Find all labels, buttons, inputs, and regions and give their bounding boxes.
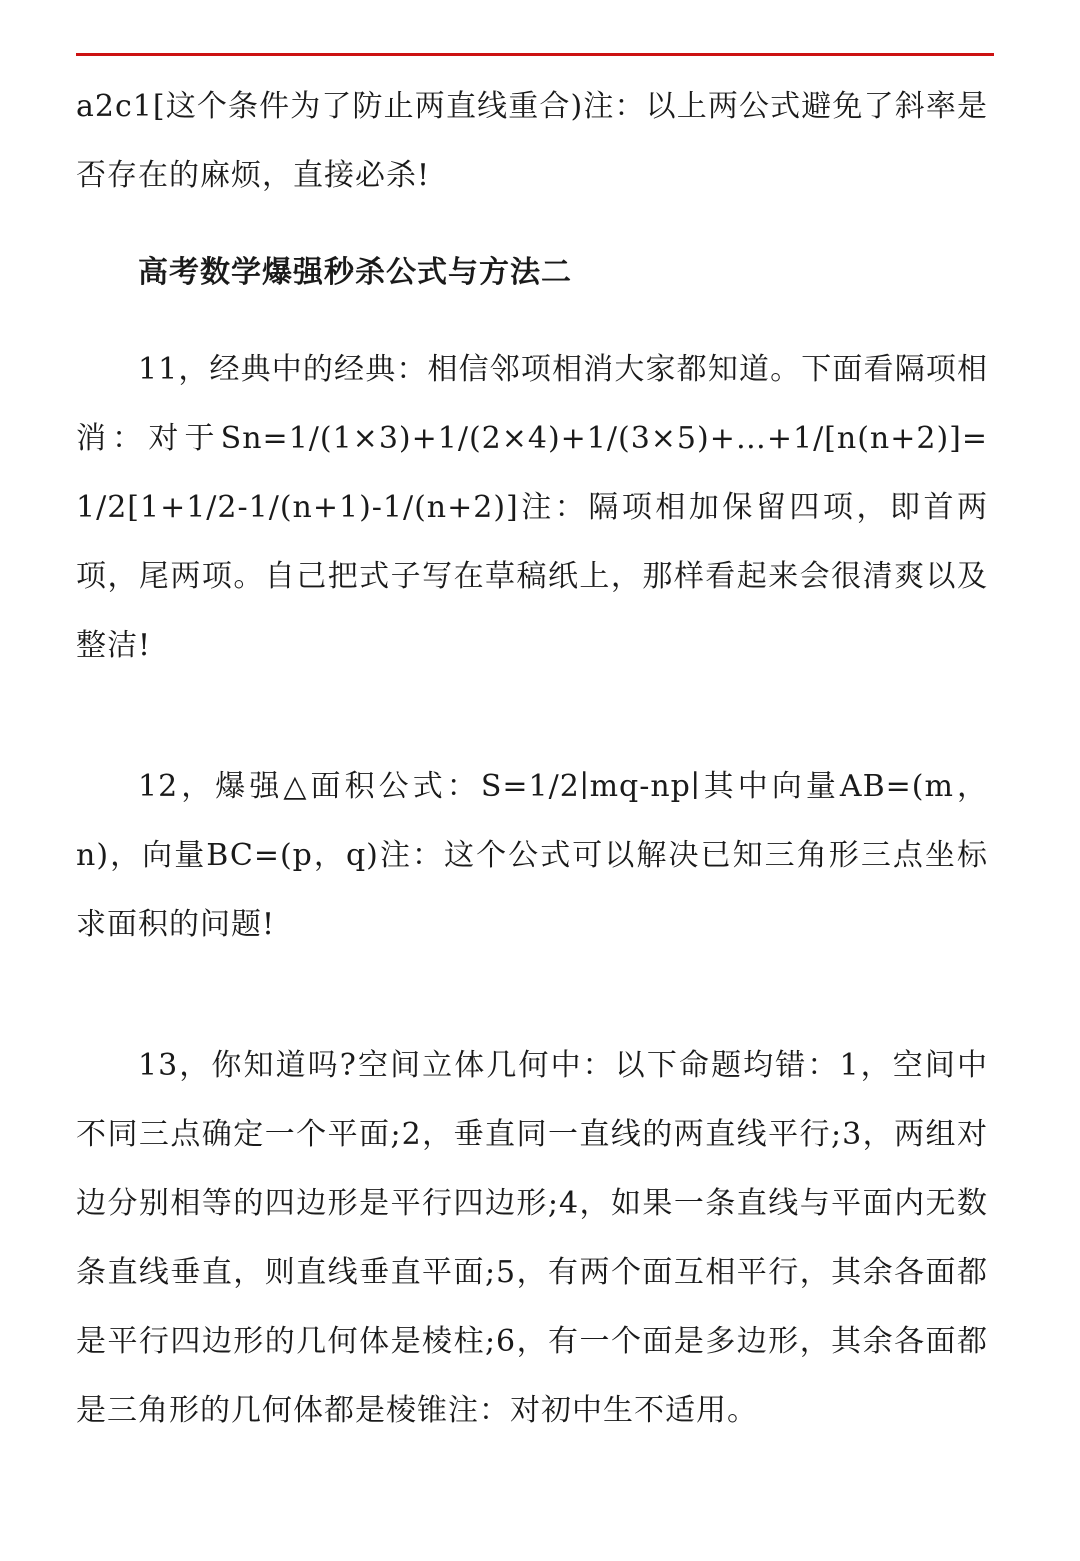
header-rule (76, 53, 994, 56)
continuation-paragraph: a2c1[这个条件为了防止两直线重合)注：以上两公式避免了斜率是否存在的麻烦，直接必杀! (76, 89, 988, 193)
document-body (76, 72, 988, 1445)
item-13-paragraph: 13，你知道吗?空间立体几何中：以下命题均错：1，空间中不同三点确定一个平面;2，垂直同一直线的两直线平行;3，两组对边分别相等的四边形是平行四边形;4，如果一条直线与平面内无数条直线垂直，则直线垂直平面;5，有两个面互相平行，其余各面都是平行四边形的几何体是棱柱;6，有一个面是多边形，其余各面都是三角形的几何体都是棱锥注：对初中生不适用。 (76, 1048, 988, 1428)
item-11-paragraph: 11，经典中的经典：相信邻项相消大家都知道。下面看隔项相消：对于Sn=1/(1×3)+1/(2×4)+1/(3×5)+…+1/[n(n+2)]=1/2[1+1/2-1/(n+1)-1/(n+2)]注：隔项相加保留四项，即首两项，尾两项。自己把式子写在草稿纸上，那样看起来会很清爽以及整洁! (76, 352, 988, 663)
item-12-paragraph: 12，爆强△面积公式：S=1/2∣mq-np∣其中向量AB=(m，n)，向量BC=(p，q)注：这个公式可以解决已知三角形三点坐标求面积的问题! (76, 769, 988, 942)
section-heading: 高考数学爆强秒杀公式与方法二 (138, 255, 572, 290)
